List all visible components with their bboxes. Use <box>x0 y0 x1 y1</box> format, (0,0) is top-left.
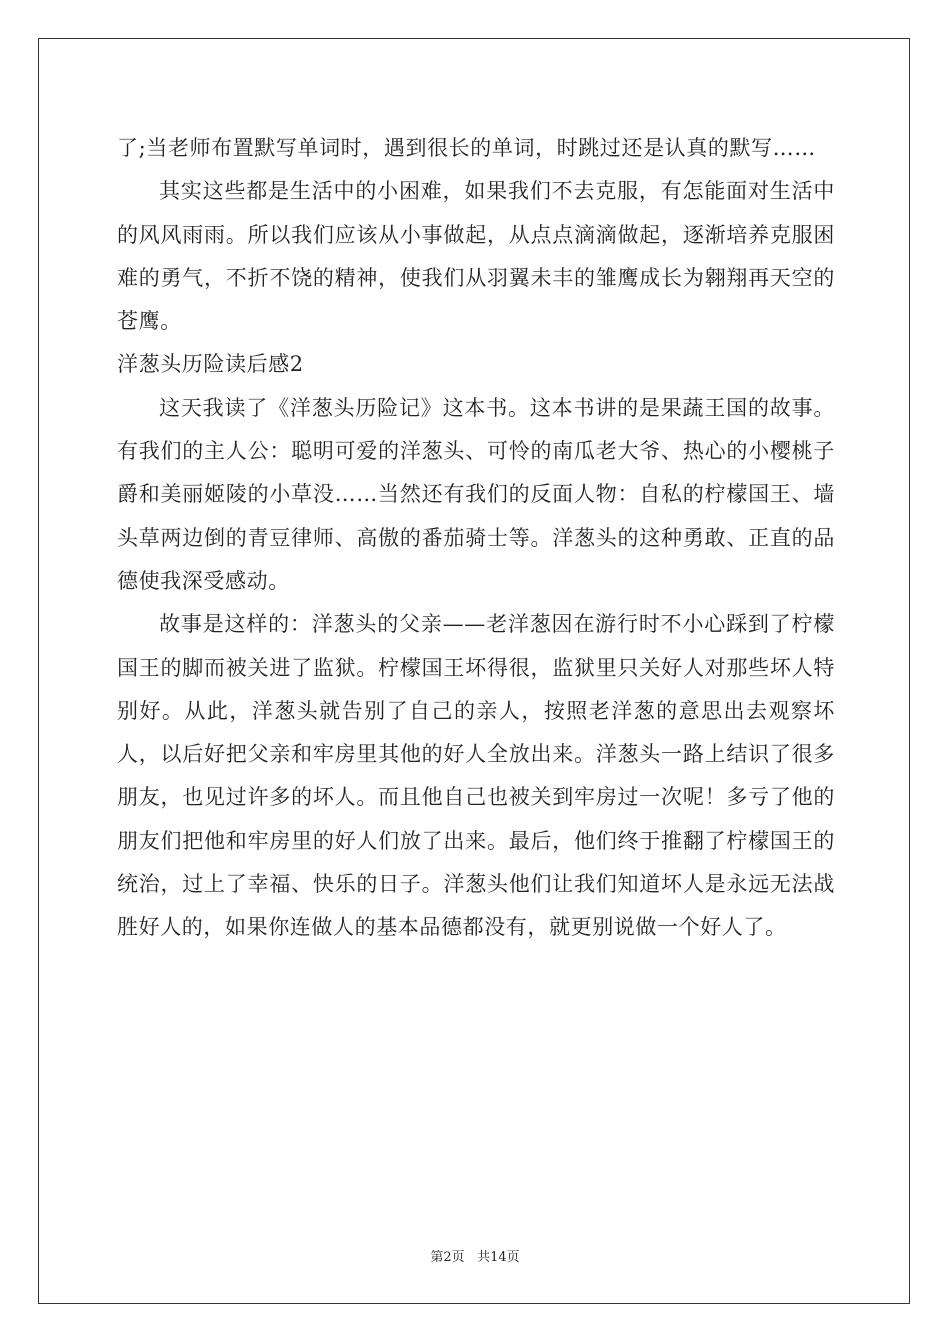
page-total: 共14页 <box>477 1250 520 1265</box>
document-body <box>117 127 835 950</box>
paragraph: 故事是这样的：洋葱头的父亲——老洋葱因在游行时不小心踩到了柠檬国王的脚而被关进了监狱。柠檬国王坏得很，监狱里只关好人对那些坏人特别好。从此，洋葱头就告别了自己的亲人，按照老洋葱的意思出去观察坏人，以后好把父亲和牢房里其他的好人全放出来。洋葱头一路上结识了很多朋友，也见过许多的坏人。而且他自己也被关到牢房过一次呢！多亏了他的朋友们把他和牢房里的好人们放了出来。最后，他们终于推翻了柠檬国王的统治，过上了幸福、快乐的日子。洋葱头他们让我们知道坏人是永远无法战胜好人的，如果你连做人的基本品德都没有，就更别说做一个好人了。 <box>117 612 835 940</box>
paragraph: 这天我读了《洋葱头历险记》这本书。这本书讲的是果蔬王国的故事。有我们的主人公：聪明可爱的洋葱头、可怜的南瓜老大爷、热心的小樱桃子爵和美丽姬陵的小草没……当然还有我们的反面人物：自私的柠檬国王、墙头草两边倒的青豆律师、高傲的番茄骑士等。洋葱头的这种勇敢、正直的品德使我深受感动。 <box>117 395 835 593</box>
paragraph: 其实这些都是生活中的小困难，如果我们不去克服，有怎能面对生活中的风风雨雨。所以我们应该从小事做起，从点点滴滴做起，逐渐培养克服困难的勇气，不折不饶的精神，使我们从羽翼未丰的雏鹰成长为翱翔再天空的苍鹰。 <box>117 179 835 334</box>
page-number: 第2页 <box>430 1250 465 1265</box>
page-footer <box>0 1246 950 1265</box>
paragraph: 了;当老师布置默写单词时，遇到很长的单词，时跳过还是认真的默写…… <box>117 136 816 160</box>
section-heading: 洋葱头历险读后感2 <box>117 352 304 377</box>
